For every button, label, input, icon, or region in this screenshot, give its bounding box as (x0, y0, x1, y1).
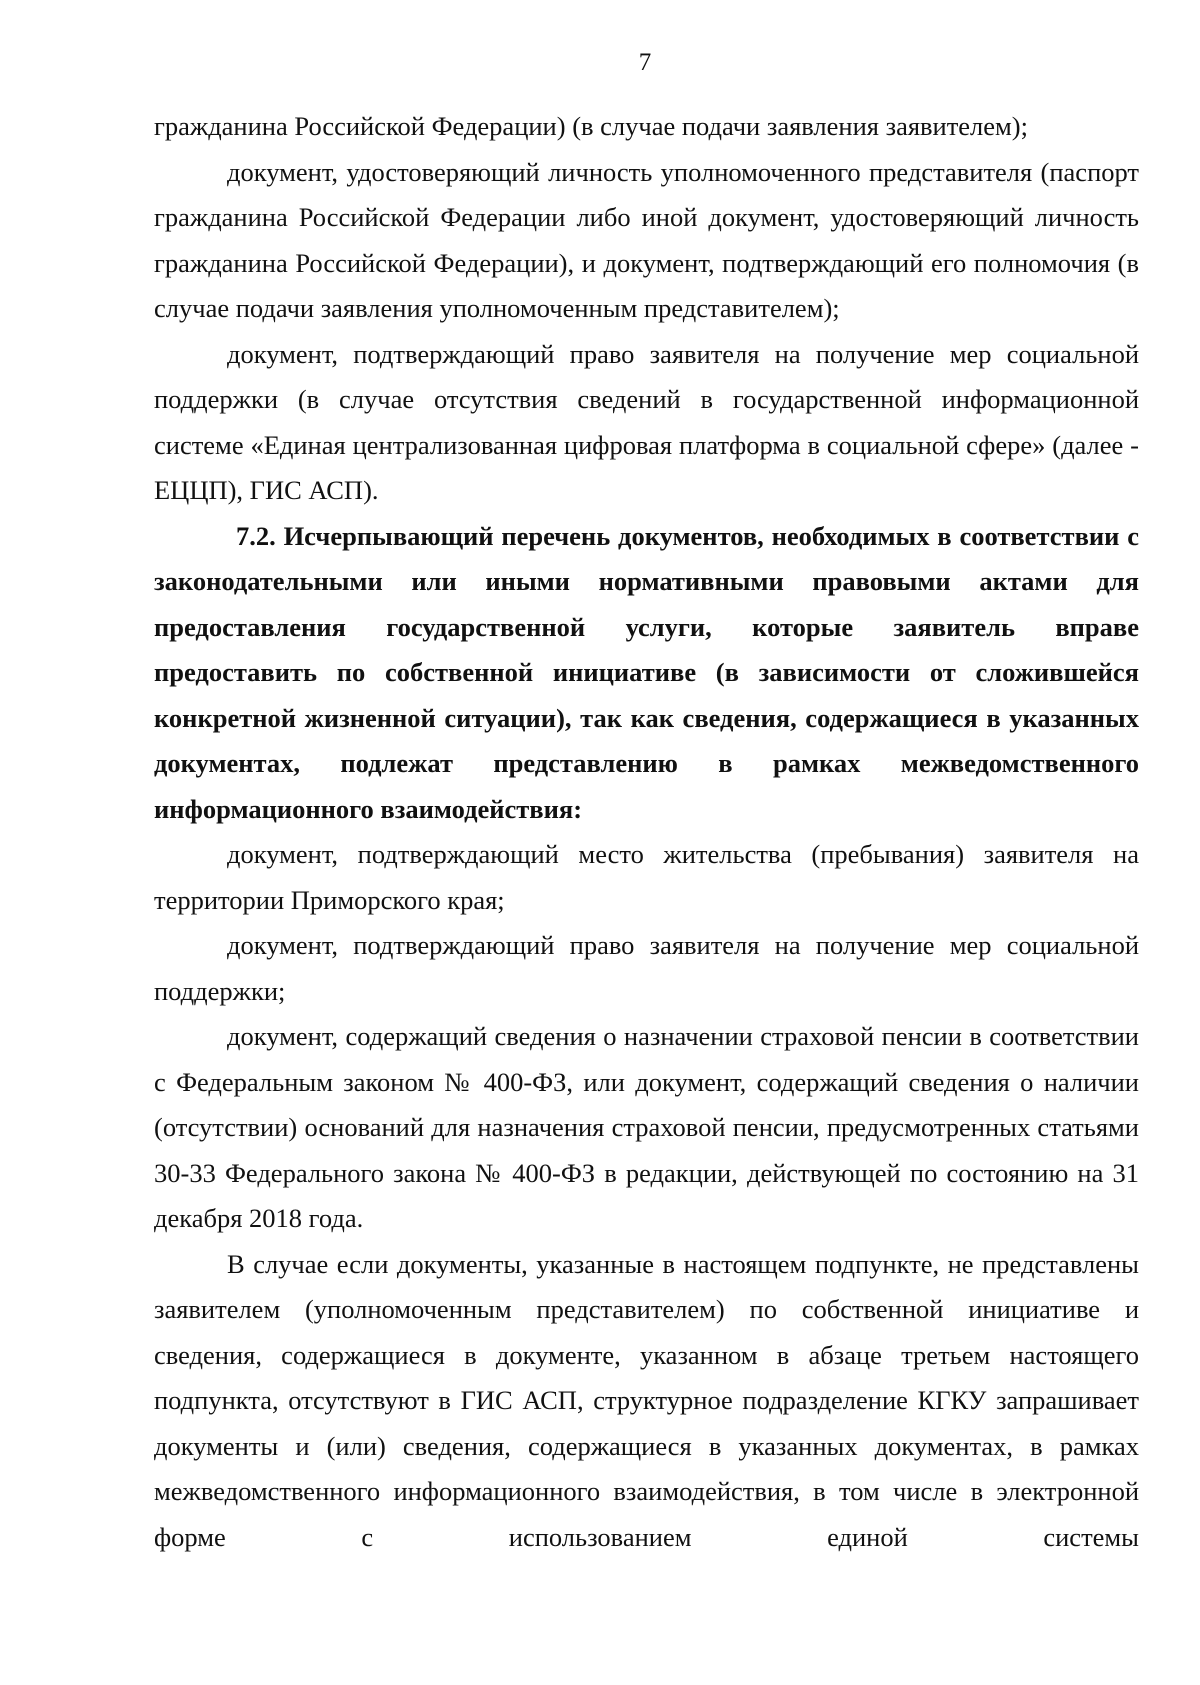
paragraph-right-document: документ, подтверждающий право заявителя на получение мер социальной поддержки (в случае отсутствия сведений в государственной информационной системе «Единая централизованная цифровая платформа в социальной сфере» (далее - ЕЦЦП), ГИС АСП). (154, 338, 1139, 505)
paragraph-pension-document: документ, содержащий сведения о назначении страховой пенсии в соответствии с Федеральным законом № 400-ФЗ, или документ, содержащий сведения о наличии (отсутствии) оснований для назначения страховой пенсии, предусмотренных статьями 30-33 Федерального закона № 400-ФЗ в редакции, действующей по состоянию на 31 декабря 2018 года. (154, 1021, 1139, 1233)
page-number: 7 (638, 49, 652, 76)
paragraph-continuation: гражданина Российской Федерации) (в случае подачи заявления заявителем); (154, 111, 1028, 141)
paragraph-residence-document: документ, подтверждающий место жительства (пребывания) заявителя на территории Приморского края; (154, 839, 1139, 915)
paragraph-representative-document: документ, удостоверяющий личность уполномоченного представителя (паспорт гражданина Российской Федерации либо иной документ, удостоверяющий личность гражданина Российской Федерации), и документ, подтверждающий его полномочия (в случае подачи заявления уполномоченным представителем); (154, 156, 1139, 323)
document-body (154, 104, 1139, 1560)
section-heading-7-2: 7.2. Исчерпывающий перечень документов, необходимых в соответствии с законодательными или иными нормативными правовыми актами для предоставления государственной услуги, которые заявитель вправе предоставить по собственной инициативе (в зависимости от сложившейся конкретной жизненной ситуации), так как сведения, содержащиеся в указанных документах, подлежат представлению в рамках межведомственного информационного взаимодействия: (154, 520, 1139, 824)
paragraph-social-support-document: документ, подтверждающий право заявителя на получение мер социальной поддержки; (154, 930, 1139, 1006)
paragraph-interagency-request: В случае если документы, указанные в настоящем подпункте, не представлены заявителем (уполномоченным представителем) по собственной инициативе и сведения, содержащиеся в документе, указанном в абзаце третьем настоящего подпункта, отсутствуют в ГИС АСП, структурное подразделение КГКУ запрашивает документы и (или) сведения, содержащиеся в указанных документах, в рамках межведомственного информационного взаимодействия, в том числе в электронной форме с использованием единой системы (154, 1248, 1139, 1552)
